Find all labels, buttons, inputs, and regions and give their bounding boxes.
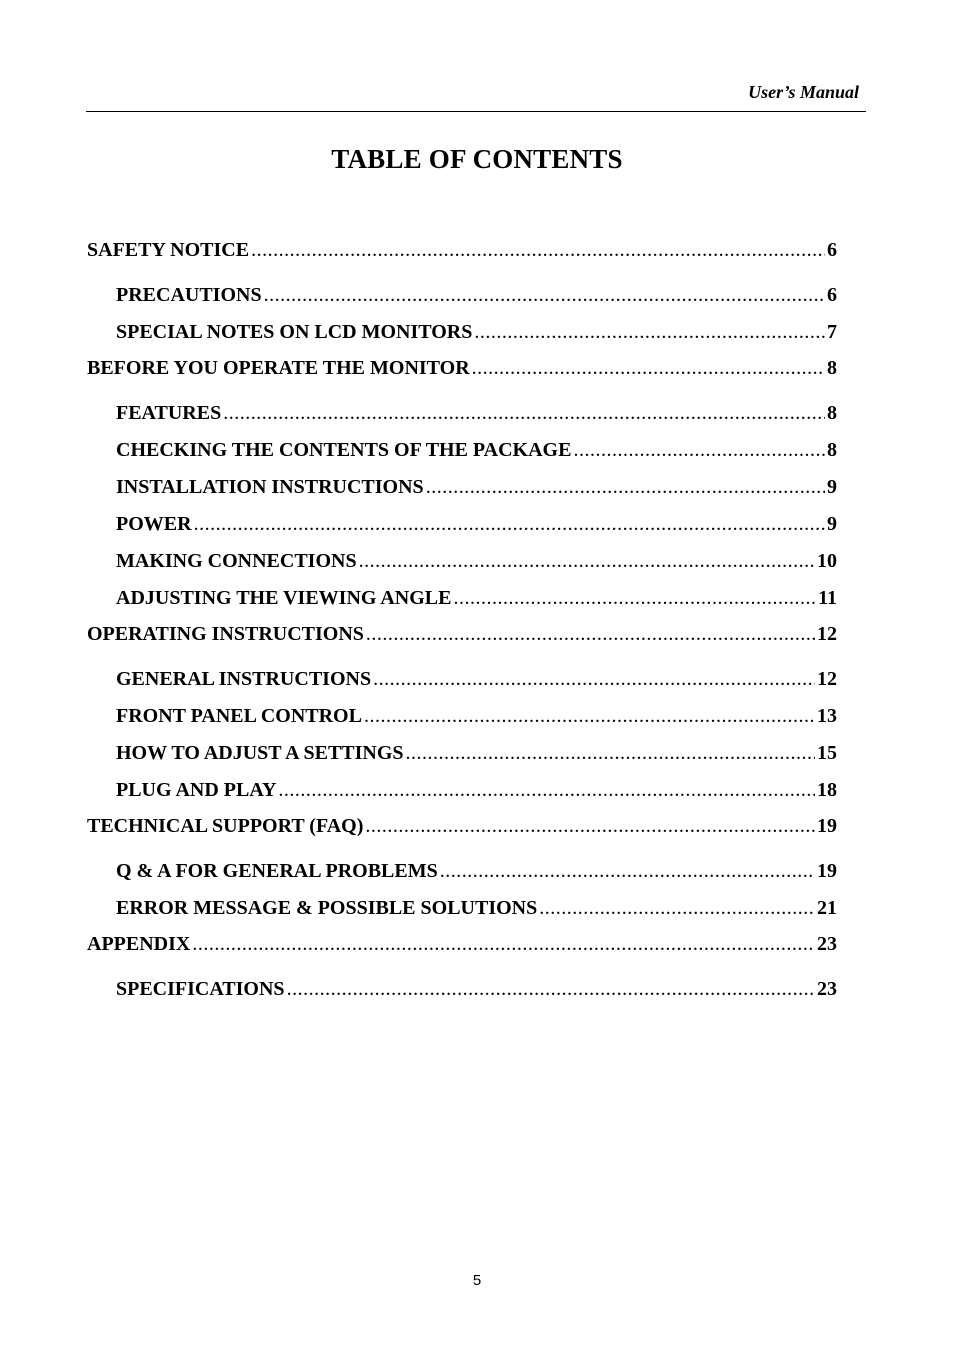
toc-entry-page: 8	[827, 439, 837, 461]
toc-entry-page: 9	[827, 513, 837, 535]
toc-entry-page: 6	[827, 284, 837, 306]
toc-leader-dots	[573, 436, 825, 464]
toc-leader-dots	[373, 665, 815, 693]
toc-leader-dots	[194, 510, 825, 538]
toc-subsection-entry[interactable]	[87, 584, 837, 612]
toc-leader-dots	[223, 399, 825, 427]
toc-subsection-entry[interactable]	[87, 473, 837, 501]
toc-leader-dots	[539, 894, 815, 922]
manual-header-label: User’s Manual	[748, 82, 859, 102]
toc-entry-label: ADJUSTING THE VIEWING ANGLE	[116, 587, 452, 609]
toc-leader-dots	[264, 281, 825, 309]
toc-entry-label: FEATURES	[116, 402, 222, 424]
toc-leader-dots	[192, 930, 815, 958]
toc-entry-label: INSTALLATION INSTRUCTIONS	[116, 476, 424, 498]
toc-entry-label: SAFETY NOTICE	[87, 239, 250, 261]
toc-entry-label: MAKING CONNECTIONS	[116, 550, 357, 572]
toc-leader-dots	[406, 739, 815, 767]
toc-leader-dots	[453, 584, 816, 612]
toc-leader-dots	[440, 857, 815, 885]
toc-entry-page: 11	[818, 587, 837, 609]
toc-entry-page: 8	[827, 357, 837, 379]
toc-section-entry[interactable]	[87, 812, 837, 840]
toc-subsection-entry[interactable]	[87, 665, 837, 693]
toc-entry-page: 21	[817, 897, 837, 919]
toc-subsection-entry[interactable]	[87, 894, 837, 922]
toc-leader-dots	[474, 318, 825, 346]
toc-subsection-entry[interactable]	[87, 399, 837, 427]
table-of-contents	[87, 236, 837, 1003]
page-title: TABLE OF CONTENTS	[331, 144, 623, 174]
toc-entry-label: FRONT PANEL CONTROL	[116, 705, 362, 727]
toc-section-entry[interactable]	[87, 354, 837, 382]
toc-subsection-entry[interactable]	[87, 857, 837, 885]
toc-entry-label: GENERAL INSTRUCTIONS	[116, 668, 372, 690]
toc-entry-label: TECHNICAL SUPPORT (FAQ)	[87, 815, 364, 837]
toc-entry-page: 12	[817, 623, 837, 645]
toc-leader-dots	[251, 236, 825, 264]
toc-entry-label: POWER	[116, 513, 192, 535]
toc-subsection-entry[interactable]	[87, 318, 837, 346]
toc-entry-page: 23	[817, 978, 837, 1000]
toc-leader-dots	[365, 812, 815, 840]
toc-entry-label: PLUG AND PLAY	[116, 779, 277, 801]
toc-leader-dots	[472, 354, 825, 382]
toc-entry-label: PRECAUTIONS	[116, 284, 262, 306]
page-number: 5	[472, 1272, 482, 1289]
toc-entry-label: CHECKING THE CONTENTS OF THE PACKAGE	[116, 439, 572, 461]
toc-subsection-entry[interactable]	[87, 510, 837, 538]
toc-subsection-entry[interactable]	[87, 702, 837, 730]
toc-entry-label: SPECIFICATIONS	[116, 978, 285, 1000]
toc-subsection-entry[interactable]	[87, 975, 837, 1003]
toc-subsection-entry[interactable]	[87, 436, 837, 464]
toc-entry-page: 19	[817, 860, 837, 882]
toc-entry-page: 18	[817, 779, 837, 801]
toc-entry-label: SPECIAL NOTES ON LCD MONITORS	[116, 321, 473, 343]
toc-entry-label: OPERATING INSTRUCTIONS	[87, 623, 364, 645]
toc-subsection-entry[interactable]	[87, 776, 837, 804]
toc-section-entry[interactable]	[87, 620, 837, 648]
toc-entry-page: 15	[817, 742, 837, 764]
toc-section-entry[interactable]	[87, 930, 837, 958]
toc-entry-label: Q & A FOR GENERAL PROBLEMS	[116, 860, 438, 882]
toc-leader-dots	[278, 776, 815, 804]
toc-entry-page: 12	[817, 668, 837, 690]
toc-entry-label: HOW TO ADJUST A SETTINGS	[116, 742, 404, 764]
toc-entry-page: 13	[817, 705, 837, 727]
toc-entry-page: 10	[817, 550, 837, 572]
toc-entry-page: 8	[827, 402, 837, 424]
toc-entry-label: ERROR MESSAGE & POSSIBLE SOLUTIONS	[116, 897, 538, 919]
toc-leader-dots	[359, 547, 815, 575]
toc-leader-dots	[364, 702, 815, 730]
toc-subsection-entry[interactable]	[87, 739, 837, 767]
toc-subsection-entry[interactable]	[87, 547, 837, 575]
toc-leader-dots	[366, 620, 815, 648]
toc-entry-label: BEFORE YOU OPERATE THE MONITOR	[87, 357, 470, 379]
toc-entry-page: 7	[827, 321, 837, 343]
toc-leader-dots	[426, 473, 825, 501]
header-divider	[86, 111, 866, 112]
toc-leader-dots	[287, 975, 815, 1003]
toc-entry-page: 19	[817, 815, 837, 837]
toc-entry-label: APPENDIX	[87, 933, 191, 955]
toc-entry-page: 6	[827, 239, 837, 261]
toc-entry-page: 23	[817, 933, 837, 955]
toc-entry-page: 9	[827, 476, 837, 498]
toc-section-entry[interactable]	[87, 236, 837, 264]
toc-subsection-entry[interactable]	[87, 281, 837, 309]
